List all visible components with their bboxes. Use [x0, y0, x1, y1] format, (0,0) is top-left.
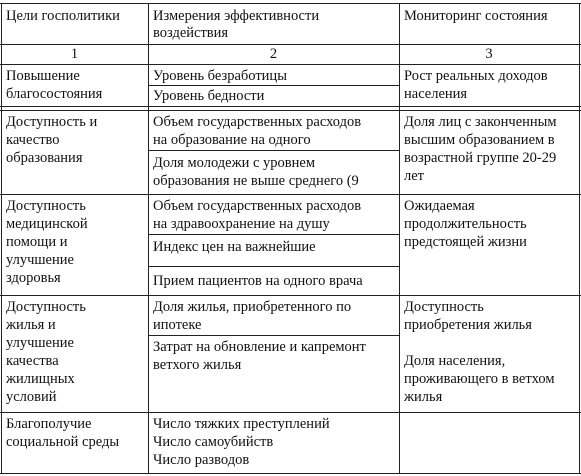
monitoring-housing-access-line-2: приобретения жилья [404, 317, 532, 333]
goal-housing-line-4: качества [6, 353, 59, 369]
measure-suicides: Число самоубийств [153, 434, 274, 450]
monitoring-dilapidated-line-3: жилья [404, 389, 443, 405]
header-monitoring: Мониторинг состояния [404, 8, 548, 24]
column-number-2: 2 [269, 46, 278, 62]
goal-healthcare-line-4: улучшение [6, 252, 74, 268]
monitoring-higher-ed-line-4: лет [404, 168, 425, 184]
measure-youth-education-line-2: образования не выше среднего (9 [153, 173, 359, 189]
measure-education-spending-line-1: Объем государственных расходов [153, 114, 362, 130]
header-measures-line-1: Измерения эффективности [153, 8, 320, 24]
measure-poverty: Уровень бедности [153, 88, 265, 104]
monitoring-life-expectancy-line-1: Ожидаемая [404, 198, 475, 214]
goal-healthcare-line-1: Доступность [6, 198, 86, 214]
header-goals: Цели госполитики [6, 8, 120, 24]
goal-education-line-3: образования [6, 150, 83, 166]
goal-education-line-1: Доступность и [6, 114, 98, 130]
table-border-bottom [0, 473, 581, 474]
row1-inner-line [148, 85, 399, 86]
measure-divorces: Число разводов [153, 452, 250, 468]
goal-housing-line-2: жилья и [6, 317, 56, 333]
goal-healthcare-line-3: помощи и [6, 234, 68, 250]
header-divider [0, 44, 581, 45]
goal-social-line-2: социальной среды [6, 434, 120, 450]
column-divider-1 [148, 3, 149, 474]
measure-education-spending-line-2: на образование на одного [153, 132, 311, 148]
measure-price-index: Индекс цен на важнейшие [153, 239, 316, 255]
table-border-left [1, 3, 2, 474]
measure-serious-crimes: Число тяжких преступлений [153, 416, 330, 432]
row2-divider [0, 194, 581, 195]
goal-welfare-line-2: благосостояния [6, 86, 103, 102]
row3-inner-line-2 [148, 266, 399, 267]
measure-health-spending-line-2: на здравоохранение на душу [153, 216, 330, 232]
goal-social-line-1: Благополучие [6, 416, 92, 432]
row4-inner-line [148, 335, 399, 336]
block-gap-line [0, 110, 581, 111]
measure-patients-per-doctor: Прием пациентов на одного врача [153, 273, 363, 289]
column-number-1: 1 [70, 46, 79, 62]
measure-mortgage-line-2: ипотеке [153, 317, 202, 333]
row2-inner-line [148, 150, 399, 151]
table-border-right [579, 3, 580, 474]
measure-youth-education-line-1: Доля молодежи с уровнем [153, 155, 316, 171]
goal-housing-line-5: жилищных [6, 371, 75, 387]
monitoring-income-line-1: Рост реальных доходов [404, 68, 548, 84]
measure-unemployment: Уровень безработицы [153, 68, 287, 84]
column-number-3: 3 [485, 46, 493, 62]
row3-inner-line-1 [148, 234, 399, 235]
header-measures-line-2: воздействия [153, 25, 229, 41]
monitoring-life-expectancy-line-2: продолжительность [404, 216, 527, 232]
monitoring-higher-ed-line-1: Доля лиц с законченным [404, 114, 557, 130]
monitoring-higher-ed-line-2: высшим образованием в [404, 132, 555, 148]
monitoring-dilapidated-line-2: проживающего в ветхом [404, 371, 555, 387]
measure-renovation-line-1: Затрат на обновление и капремонт [153, 339, 366, 355]
table-border-top [0, 3, 581, 4]
goal-healthcare-line-2: медицинской [6, 216, 88, 232]
measure-mortgage-line-1: Доля жилья, приобретенного по [153, 299, 352, 315]
monitoring-higher-ed-line-3: возрастной группе 20-29 [404, 150, 557, 166]
row4-divider [0, 412, 581, 413]
row1-divider [0, 106, 581, 107]
goal-welfare-line-1: Повышение [6, 68, 80, 84]
goal-housing-line-1: Доступность [6, 299, 86, 315]
goal-education-line-2: качество [6, 132, 60, 148]
column-divider-2 [399, 3, 400, 474]
measure-health-spending-line-1: Объем государственных расходов [153, 198, 362, 214]
monitoring-life-expectancy-line-3: предстоящей жизни [404, 234, 527, 250]
goal-healthcare-line-5: здоровья [6, 270, 61, 286]
goal-housing-line-6: условий [6, 389, 57, 405]
monitoring-income-line-2: населения [404, 86, 468, 102]
measure-renovation-line-2: ветхого жилья [153, 357, 242, 373]
monitoring-housing-access-line-1: Доступность [404, 299, 484, 315]
monitoring-dilapidated-line-1: Доля населения, [404, 353, 506, 369]
row3-divider [0, 295, 581, 296]
numbers-divider [0, 64, 581, 65]
goal-housing-line-3: улучшение [6, 335, 74, 351]
